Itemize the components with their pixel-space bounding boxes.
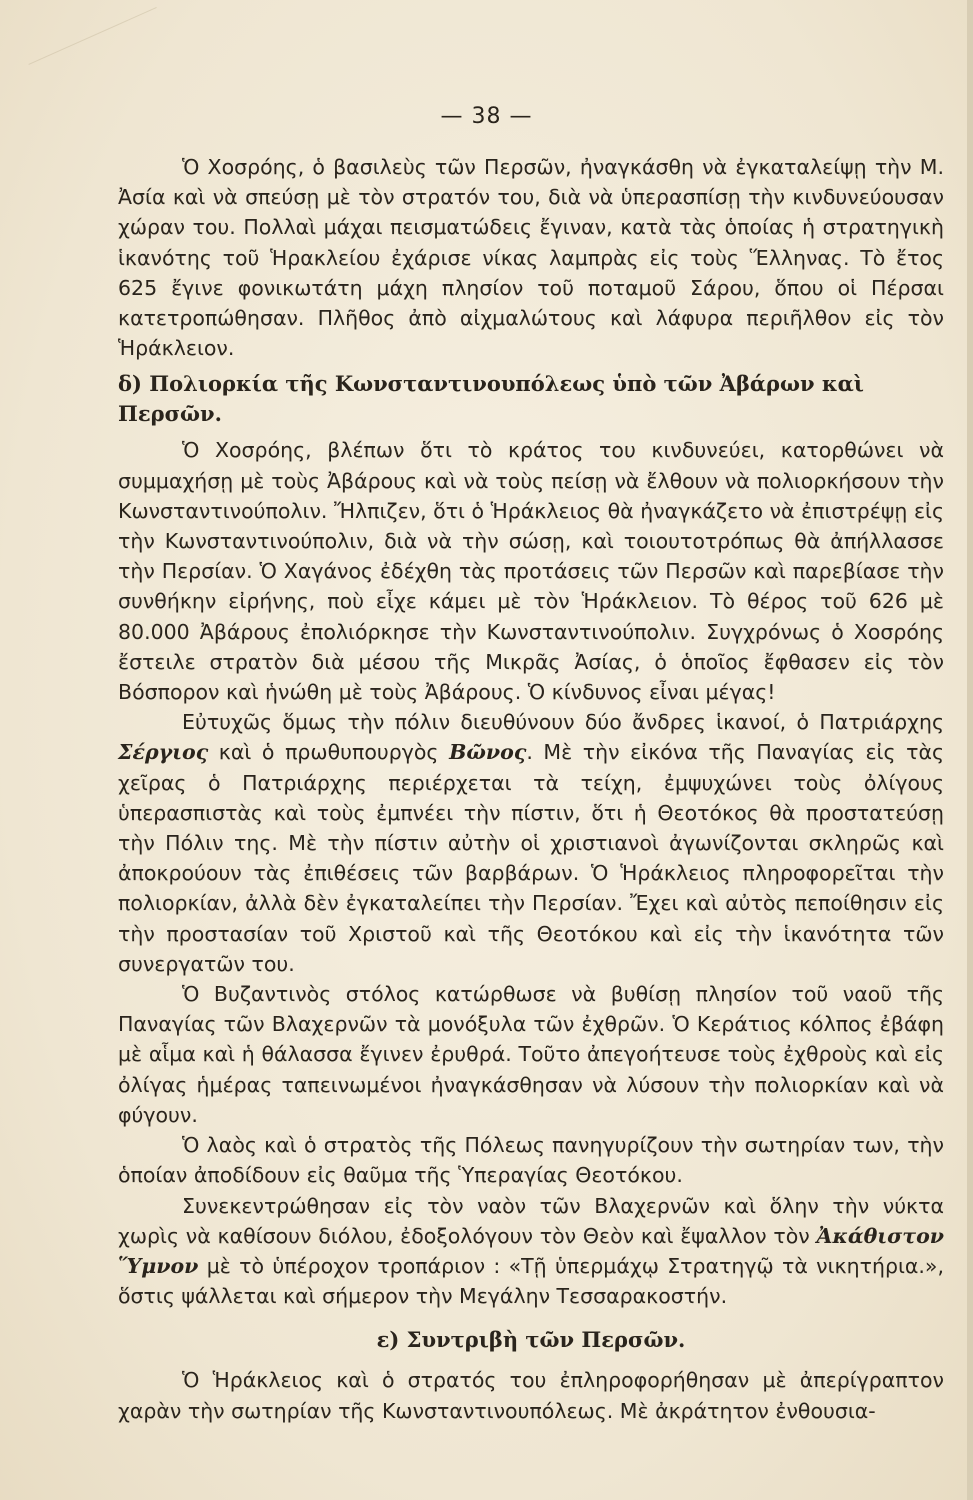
paragraph-6-text-b: μὲ τὸ ὑπέροχον τροπάριον : «Τῇ ὑπερμάχῳ Στρατηγῷ τὰ νικητήρια.», ὅστις ψάλλεται καὶ σήμερον τὴν Μεγάλην Τεσσαρακοστήν. [118,1253,944,1309]
paragraph-6-text-a: Συνεκεντρώθησαν εἰς τὸν ναὸν τῶν Βλαχερνῶν καὶ ὅλην τὴν νύκτα χωρὶς νὰ καθίσουν διόλου, ἐδοξολόγουν τὸν Θεὸν καὶ ἔψαλλον τὸν [118,1193,944,1248]
paragraph-7: Ὁ Ἡράκλειος καὶ ὁ στρατός του ἐπληροφορήθησαν μὲ ἀπερίγραπτον χαρὰν τὴν σωτηρίαν τῆς Κωνσταντινουπόλεως. Μὲ ἀκράτητον ἐνθουσια- [118,1368,944,1423]
paragraph-3-text-b: καὶ ὁ πρωθυπουργὸς [208,740,450,765]
page-edge [967,0,973,1500]
body-text [118,152,944,1426]
paragraph-3-text-a: Εὐτυχῶς ὅμως τὴν πόλιν διευθύνουν δύο ἄνδρες ἱκανοί, ὁ Πατριάρχης [182,710,944,735]
paragraph-6 [118,1191,944,1312]
akathist-hymn-title: Ἀκάθιστον Ὕμνον [118,1223,944,1278]
section-heading-e: ε) Συντριβὴ τῶν Περσῶν. [376,1327,686,1353]
page-number: — 38 — [440,104,533,129]
paragraph-3 [118,707,944,979]
paragraph-4: Ὁ Βυζαντινὸς στόλος κατώρθωσε νὰ βυθίσῃ πλησίον τοῦ ναοῦ τῆς Παναγίας τῶν Βλαχερνῶν τὰ μονόξυλα τῶν ἐχθρῶν. Ὁ Κεράτιος κόλπος ἐβάφη μὲ αἷμα καὶ ἡ θάλασσα ἔγινεν ἐρυθρά. Τοῦτο ἀπεγοήτευσε τοὺς ἐχθροὺς καὶ εἰς ὀλίγας ἡμέρας ταπεινωμένοι ἠναγκάσθησαν νὰ λύσουν τὴν πολιορκίαν καὶ νὰ φύγουν. [118,982,944,1127]
page-fold-mark [0,0,157,65]
name-vonos: Βῶνος [449,740,527,765]
section-heading-d: δ) Πολιορκία τῆς Κωνσταντινουπόλεως ὑπὸ τῶν Ἀβάρων καὶ Περσῶν. [118,371,864,427]
paragraph-2: Ὁ Χοσρόης, βλέπων ὅτι τὸ κράτος του κινδυνεύει, κατορθώνει νὰ συμμαχήσῃ μὲ τοὺς Ἀβάρους καὶ νὰ τοὺς πείσῃ νὰ ἔλθουν νὰ πολιορκήσουν τὴν Κωνσταντινούπολιν. Ἤλπιζεν, ὅτι ὁ Ἡράκλειος θὰ ἠναγκάζετο νὰ ἐπιστρέψῃ εἰς τὴν Κωνσταντινούπολιν, διὰ νὰ τὴν σώσῃ, καὶ τοιουτοτρόπως θὰ ἀπήλλασσε τὴν Περσίαν. Ὁ Χαγάνος ἐδέχθη τὰς προτάσεις τῶν Περσῶν καὶ παρεβίασε τὴν συνθήκην εἰρήνης, ποὺ εἶχε κάμει μὲ τὸν Ἡράκλειον. Τὸ θέρος τοῦ 626 μὲ 80.000 Ἀβάρους ἐπολιόρκησε τὴν Κωνσταντινούπολιν. Συγχρόνως ὁ Χοσρόης ἔστειλε στρατὸν διὰ μέσου τῆς Μικρᾶς Ἀσίας, ὁ ὁποῖος ἔφθασεν εἰς τὸν Βόσπορον καὶ ἡνώθη μὲ τοὺς Ἀβάρους. Ὁ κίνδυνος εἶναι μέγας! [118,438,944,705]
paragraph-1: Ὁ Χοσρόης, ὁ βασιλεὺς τῶν Περσῶν, ἠναγκάσθη νὰ ἐγκαταλείψῃ τὴν Μ. Ἀσία καὶ νὰ σπεύσῃ μὲ τὸν στρατόν του, διὰ νὰ ὑπερασπίσῃ τὴν κινδυνεύουσαν χώραν του. Πολλαὶ μάχαι πεισματώδεις ἔγιναν, κατὰ τὰς ὁποίας ἡ στρατηγικὴ ἱκανότης τοῦ Ἡρακλείου ἐχάρισε νίκας λαμπρὰς εἰς τοὺς Ἕλληνας. Τὸ ἔτος 625 ἔγινε φονικωτάτη μάχη πλησίον τοῦ ποταμοῦ Σάρου, ὅπου οἱ Πέρσαι κατετροπώθησαν. Πλῆθος ἀπὸ αἰχμαλώτους καὶ λάφυρα περιῆλθον εἰς τὸν Ἡράκλειον. [118,155,944,361]
name-sergios: Σέργιος [118,740,209,765]
paragraph-5: Ὁ λαὸς καὶ ὁ στρατὸς τῆς Πόλεως πανηγυρίζουν τὴν σωτηρίαν των, τὴν ὁποίαν ἀποδίδουν εἰς θαῦμα τῆς Ὑπεραγίας Θεοτόκου. [118,1133,944,1188]
paragraph-3-text-c: . Μὲ τὴν εἰκόνα τῆς Παναγίας εἰς τὰς χεῖρας ὁ Πατριάρχης περιέρχεται τὰ τείχη, ἐμψυχώνει τοὺς ὀλίγους ὑπερασπιστὰς καὶ τοὺς ἐμπνέει τὴν πίστιν, ὅτι ἡ Θεοτόκος θὰ προστατεύσῃ τὴν Πόλιν της. Μὲ τὴν πίστιν αὐτὴν οἱ χριστιανοὶ ἀγωνίζονται σκληρῶς καὶ ἀποκρούουν τὰς ἐπιθέσεις τῶν βαρβάρων. Ὁ Ἡράκλειος πληροφορεῖται τὴν πολιορκίαν, ἀλλὰ δὲν ἐγκαταλείπει τὴν Περσίαν. Ἔχει καὶ αὐτὸς πεποίθησιν εἰς τὴν προστασίαν τοῦ Χριστοῦ καὶ τῆς Θεοτόκου καὶ εἰς τὴν ἱκανότητα τῶν συνεργατῶν του. [118,740,944,976]
